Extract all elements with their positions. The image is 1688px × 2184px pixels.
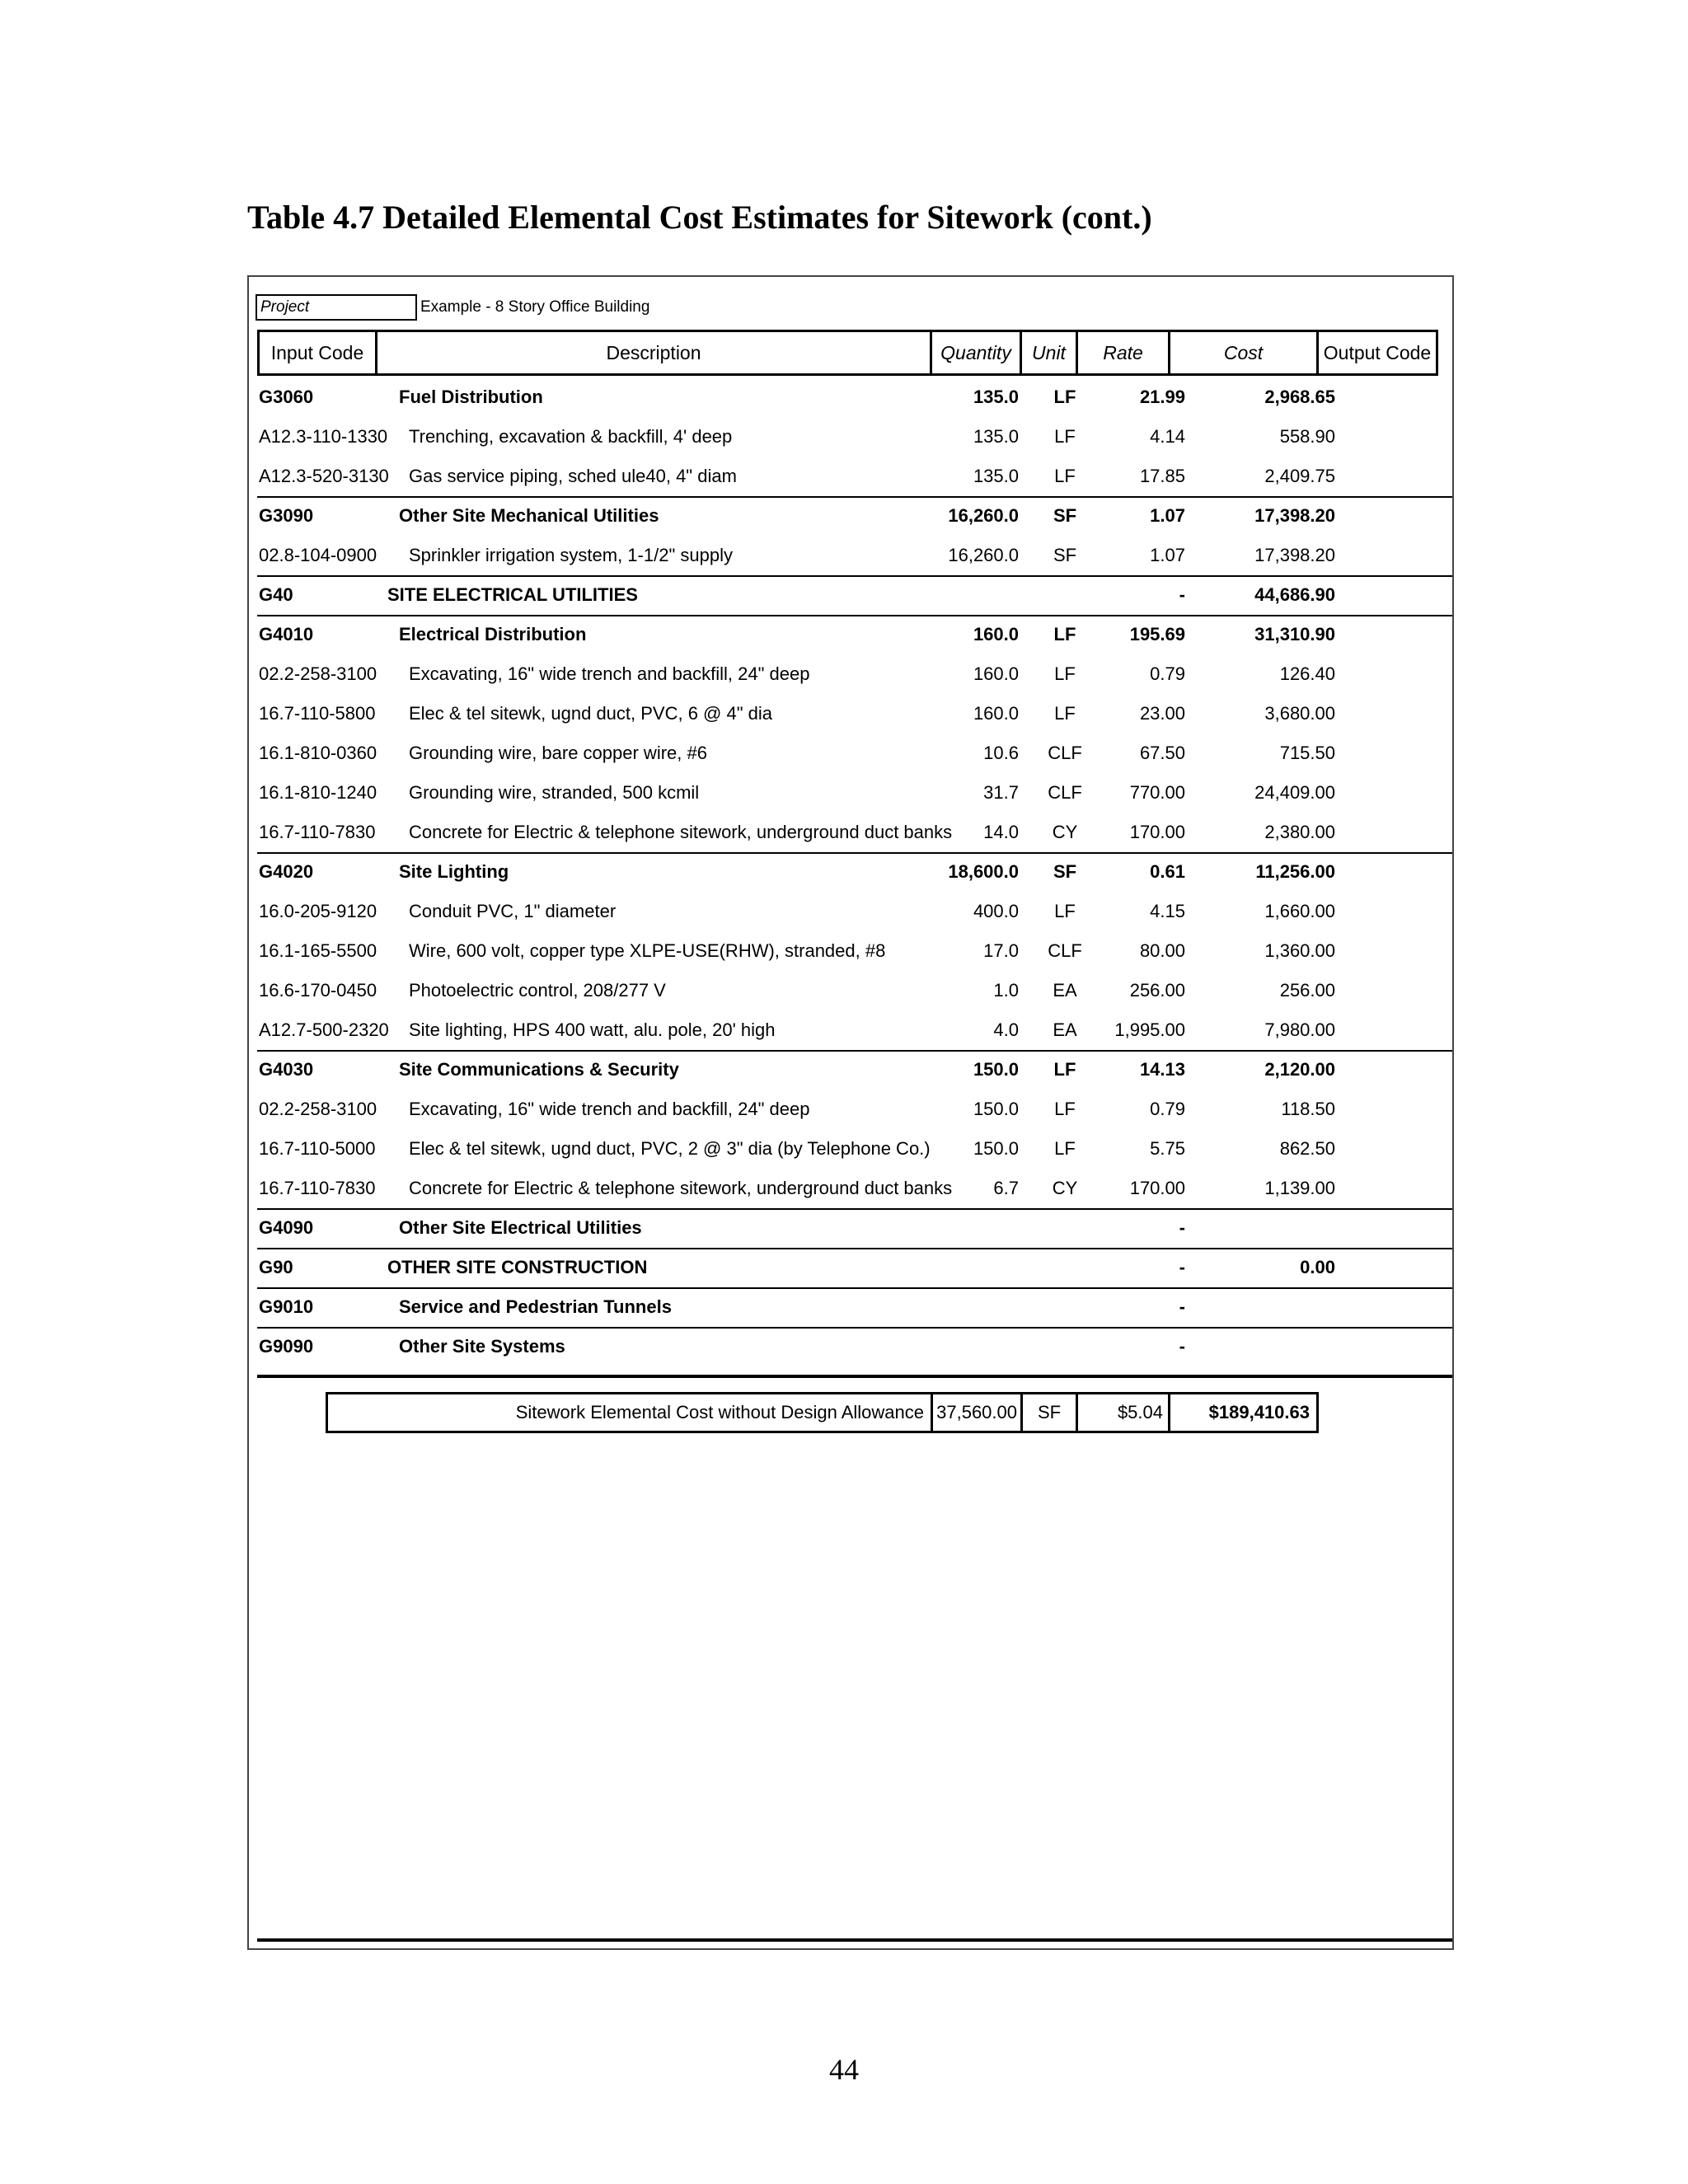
row-unit: LF [1054, 901, 1076, 921]
row-cost: 1,360.00 [1264, 940, 1335, 961]
project-label: Project [256, 294, 417, 321]
row-cost: 0.00 [1300, 1257, 1335, 1277]
header-output-code: Output Code [1316, 330, 1438, 376]
row-cost: 2,409.75 [1264, 466, 1335, 486]
row-cost: 118.50 [1281, 1099, 1335, 1119]
row-unit: LF [1054, 1099, 1076, 1119]
row-code: G4010 [259, 624, 314, 644]
row-unit: LF [1054, 466, 1076, 486]
row-code: A12.3-520-3130 [259, 466, 389, 486]
table-row [257, 615, 1452, 654]
row-quantity: 10.6 [983, 743, 1019, 763]
row-quantity: 135.0 [973, 466, 1019, 486]
row-quantity: 4.0 [993, 1019, 1019, 1040]
row-code: G3090 [259, 505, 314, 526]
table-row [257, 892, 1452, 931]
row-rate: 1.07 [1150, 545, 1185, 565]
row-description: Elec & tel sitewk, ugnd duct, PVC, 6 @ 4" dia [409, 703, 773, 724]
row-description: Excavating, 16" wide trench and backfill, 24" deep [409, 1099, 810, 1119]
table-row [257, 813, 1452, 854]
row-quantity: 150.0 [973, 1099, 1019, 1119]
header-description: Description [375, 330, 932, 376]
table-row [257, 1050, 1452, 1090]
row-quantity: 16,260.0 [948, 505, 1019, 526]
row-quantity: 160.0 [973, 703, 1019, 724]
row-code: G9010 [259, 1296, 314, 1317]
row-description: Fuel Distribution [399, 387, 543, 407]
table-row [257, 496, 1452, 536]
row-cost: 1,139.00 [1264, 1178, 1335, 1198]
row-quantity: 6.7 [993, 1178, 1019, 1198]
row-unit: SF [1053, 505, 1077, 526]
row-rate: 4.15 [1150, 901, 1185, 921]
frame-bottom-rule [257, 1938, 1452, 1942]
row-rate: 23.00 [1139, 703, 1185, 724]
total-rate: $5.04 [1076, 1392, 1170, 1433]
row-description: OTHER SITE CONSTRUCTION [387, 1257, 648, 1277]
row-rate: 0.79 [1150, 1099, 1185, 1119]
row-rate: 256.00 [1129, 980, 1185, 1001]
row-cost: 17,398.20 [1254, 545, 1335, 565]
header-input-code: Input Code [257, 330, 377, 376]
row-description: Service and Pedestrian Tunnels [399, 1296, 672, 1317]
row-cost: 256.00 [1279, 980, 1335, 1001]
row-unit: LF [1054, 426, 1076, 447]
row-code: G90 [259, 1257, 293, 1277]
row-code: G4030 [259, 1059, 314, 1080]
row-code: 16.1-810-1240 [259, 782, 377, 803]
row-description: Site Communications & Security [399, 1059, 679, 1080]
row-unit: EA [1053, 980, 1077, 1001]
row-unit: LF [1054, 663, 1076, 684]
row-cost: 11,256.00 [1255, 861, 1335, 882]
row-code: G9090 [259, 1336, 314, 1357]
row-quantity: 135.0 [973, 387, 1019, 407]
table-row [257, 1169, 1452, 1210]
table-row [257, 1248, 1452, 1289]
project-value: Example - 8 Story Office Building [420, 298, 650, 316]
row-rate: 170.00 [1129, 1178, 1185, 1198]
table-row [257, 1208, 1452, 1249]
row-rate: 4.14 [1150, 426, 1185, 447]
row-unit: CY [1052, 822, 1078, 842]
row-code: G4020 [259, 861, 314, 882]
row-code: 16.1-165-5500 [259, 940, 377, 961]
header-rate: Rate [1076, 330, 1170, 376]
row-unit: LF [1053, 1059, 1076, 1080]
table-row [257, 773, 1452, 813]
row-cost: 24,409.00 [1254, 782, 1335, 803]
table-row [257, 654, 1452, 694]
row-code: A12.7-500-2320 [259, 1019, 389, 1040]
row-code: 16.6-170-0450 [259, 980, 377, 1001]
table-row [257, 1090, 1452, 1129]
row-description: Gas service piping, sched ule40, 4" diam [409, 466, 737, 486]
row-cost: 715.50 [1279, 743, 1335, 763]
row-code: G3060 [259, 387, 314, 407]
total-unit: SF [1020, 1392, 1078, 1433]
row-quantity: 160.0 [973, 624, 1019, 644]
row-cost: 17,398.20 [1254, 505, 1335, 526]
row-quantity: 150.0 [973, 1138, 1019, 1159]
table-row [257, 1129, 1452, 1169]
row-cost: 7,980.00 [1264, 1019, 1335, 1040]
table-row [257, 457, 1452, 498]
row-rate: 14.13 [1139, 1059, 1185, 1080]
row-cost: 862.50 [1279, 1138, 1335, 1159]
row-code: 16.7-110-7830 [259, 1178, 376, 1198]
row-cost: 126.40 [1279, 663, 1335, 684]
table-row [257, 377, 1452, 417]
row-description: Conduit PVC, 1" diameter [409, 901, 617, 921]
table-row [257, 417, 1452, 457]
row-description: Electrical Distribution [399, 624, 587, 644]
row-unit: SF [1053, 861, 1077, 882]
row-quantity: 14.0 [983, 822, 1019, 842]
row-description: Excavating, 16" wide trench and backfill, 24" deep [409, 663, 810, 684]
table-row [257, 733, 1452, 773]
row-description: Site lighting, HPS 400 watt, alu. pole, 20' high [409, 1019, 776, 1040]
table-row [257, 575, 1452, 616]
row-description: Site Lighting [399, 861, 509, 882]
row-unit: CY [1052, 1178, 1078, 1198]
row-cost: 3,680.00 [1264, 703, 1335, 724]
table-row [257, 1010, 1452, 1052]
page-title: Table 4.7 Detailed Elemental Cost Estimates for Sitework (cont.) [247, 199, 1152, 236]
table-row [257, 931, 1452, 971]
row-quantity: 31.7 [983, 782, 1019, 803]
row-rate: 770.00 [1129, 782, 1185, 803]
header-quantity: Quantity [930, 330, 1022, 376]
row-code: 02.2-258-3100 [259, 663, 377, 684]
row-code: G40 [259, 584, 293, 605]
row-quantity: 135.0 [973, 426, 1019, 447]
row-rate: 67.50 [1139, 743, 1185, 763]
row-unit: LF [1053, 387, 1076, 407]
row-code: A12.3-110-1330 [259, 426, 388, 447]
row-rate: 1,995.00 [1114, 1019, 1185, 1040]
row-description: Trenching, excavation & backfill, 4' deep [409, 426, 733, 447]
row-unit: LF [1053, 624, 1076, 644]
row-cost: 44,686.90 [1254, 584, 1335, 605]
row-rate: - [1179, 1296, 1185, 1317]
row-description: Other Site Systems [399, 1336, 565, 1357]
table-row [257, 852, 1452, 892]
page-number: 44 [829, 2053, 859, 2086]
row-description: Other Site Mechanical Utilities [399, 505, 659, 526]
row-unit: CLF [1048, 940, 1082, 961]
row-unit: LF [1054, 703, 1076, 724]
row-rate: - [1179, 584, 1185, 605]
row-unit: CLF [1048, 743, 1082, 763]
row-code: 16.1-810-0360 [259, 743, 377, 763]
row-description: Other Site Electrical Utilities [399, 1217, 642, 1238]
row-quantity: 16,260.0 [948, 545, 1019, 565]
row-description: Concrete for Electric & telephone sitework, underground duct banks [409, 1178, 953, 1198]
row-cost: 558.90 [1279, 426, 1335, 447]
row-description: SITE ELECTRICAL UTILITIES [387, 584, 638, 605]
row-rate: 0.61 [1150, 861, 1185, 882]
table-row [257, 536, 1452, 577]
row-description: Grounding wire, stranded, 500 kcmil [409, 782, 700, 803]
row-rate: 17.85 [1139, 466, 1185, 486]
row-description: Grounding wire, bare copper wire, #6 [409, 743, 707, 763]
row-cost: 31,310.90 [1254, 624, 1335, 644]
row-unit: LF [1054, 1138, 1076, 1159]
table-row [257, 1327, 1452, 1366]
row-description: Concrete for Electric & telephone sitework, underground duct banks [409, 822, 953, 842]
total-quantity: 37,560.00 [931, 1392, 1023, 1433]
row-quantity: 17.0 [983, 940, 1019, 961]
total-label: Sitework Elemental Cost without Design Allowance [326, 1392, 933, 1433]
table-bottom-rule [257, 1375, 1452, 1378]
row-description: Elec & tel sitewk, ugnd duct, PVC, 2 @ 3" dia (by Telephone Co.) [409, 1138, 931, 1159]
table-row [257, 694, 1452, 733]
row-rate: 21.99 [1139, 387, 1185, 407]
row-rate: 170.00 [1129, 822, 1185, 842]
row-description: Sprinkler irrigation system, 1-1/2" supply [409, 545, 733, 565]
row-code: G4090 [259, 1217, 314, 1238]
row-unit: EA [1053, 1019, 1077, 1040]
row-rate: 195.69 [1129, 624, 1185, 644]
row-code: 16.7-110-5800 [259, 703, 376, 724]
row-cost: 2,968.65 [1264, 387, 1335, 407]
row-description: Photoelectric control, 208/277 V [409, 980, 666, 1001]
table-row [257, 1287, 1452, 1329]
row-code: 02.8-104-0900 [259, 545, 377, 565]
row-unit: CLF [1048, 782, 1082, 803]
row-quantity: 18,600.0 [948, 861, 1019, 882]
row-rate: - [1179, 1257, 1185, 1277]
row-rate: 0.79 [1150, 663, 1185, 684]
row-cost: 2,380.00 [1264, 822, 1335, 842]
row-code: 16.7-110-5000 [259, 1138, 376, 1159]
row-code: 16.7-110-7830 [259, 822, 376, 842]
row-quantity: 150.0 [973, 1059, 1019, 1080]
row-rate: 5.75 [1150, 1138, 1185, 1159]
row-rate: - [1179, 1217, 1185, 1238]
header-unit: Unit [1020, 330, 1078, 376]
row-description: Wire, 600 volt, copper type XLPE-USE(RHW), stranded, #8 [409, 940, 886, 961]
table-row [257, 971, 1452, 1010]
header-cost: Cost [1168, 330, 1319, 376]
row-code: 16.0-205-9120 [259, 901, 377, 921]
row-rate: 1.07 [1150, 505, 1185, 526]
row-cost: 2,120.00 [1264, 1059, 1335, 1080]
row-code: 02.2-258-3100 [259, 1099, 377, 1119]
row-cost: 1,660.00 [1264, 901, 1335, 921]
total-cost: $189,410.63 [1168, 1392, 1319, 1433]
row-quantity: 400.0 [973, 901, 1019, 921]
row-unit: SF [1053, 545, 1077, 565]
row-rate: - [1179, 1336, 1185, 1357]
row-quantity: 160.0 [973, 663, 1019, 684]
row-quantity: 1.0 [993, 980, 1019, 1001]
row-rate: 80.00 [1139, 940, 1185, 961]
